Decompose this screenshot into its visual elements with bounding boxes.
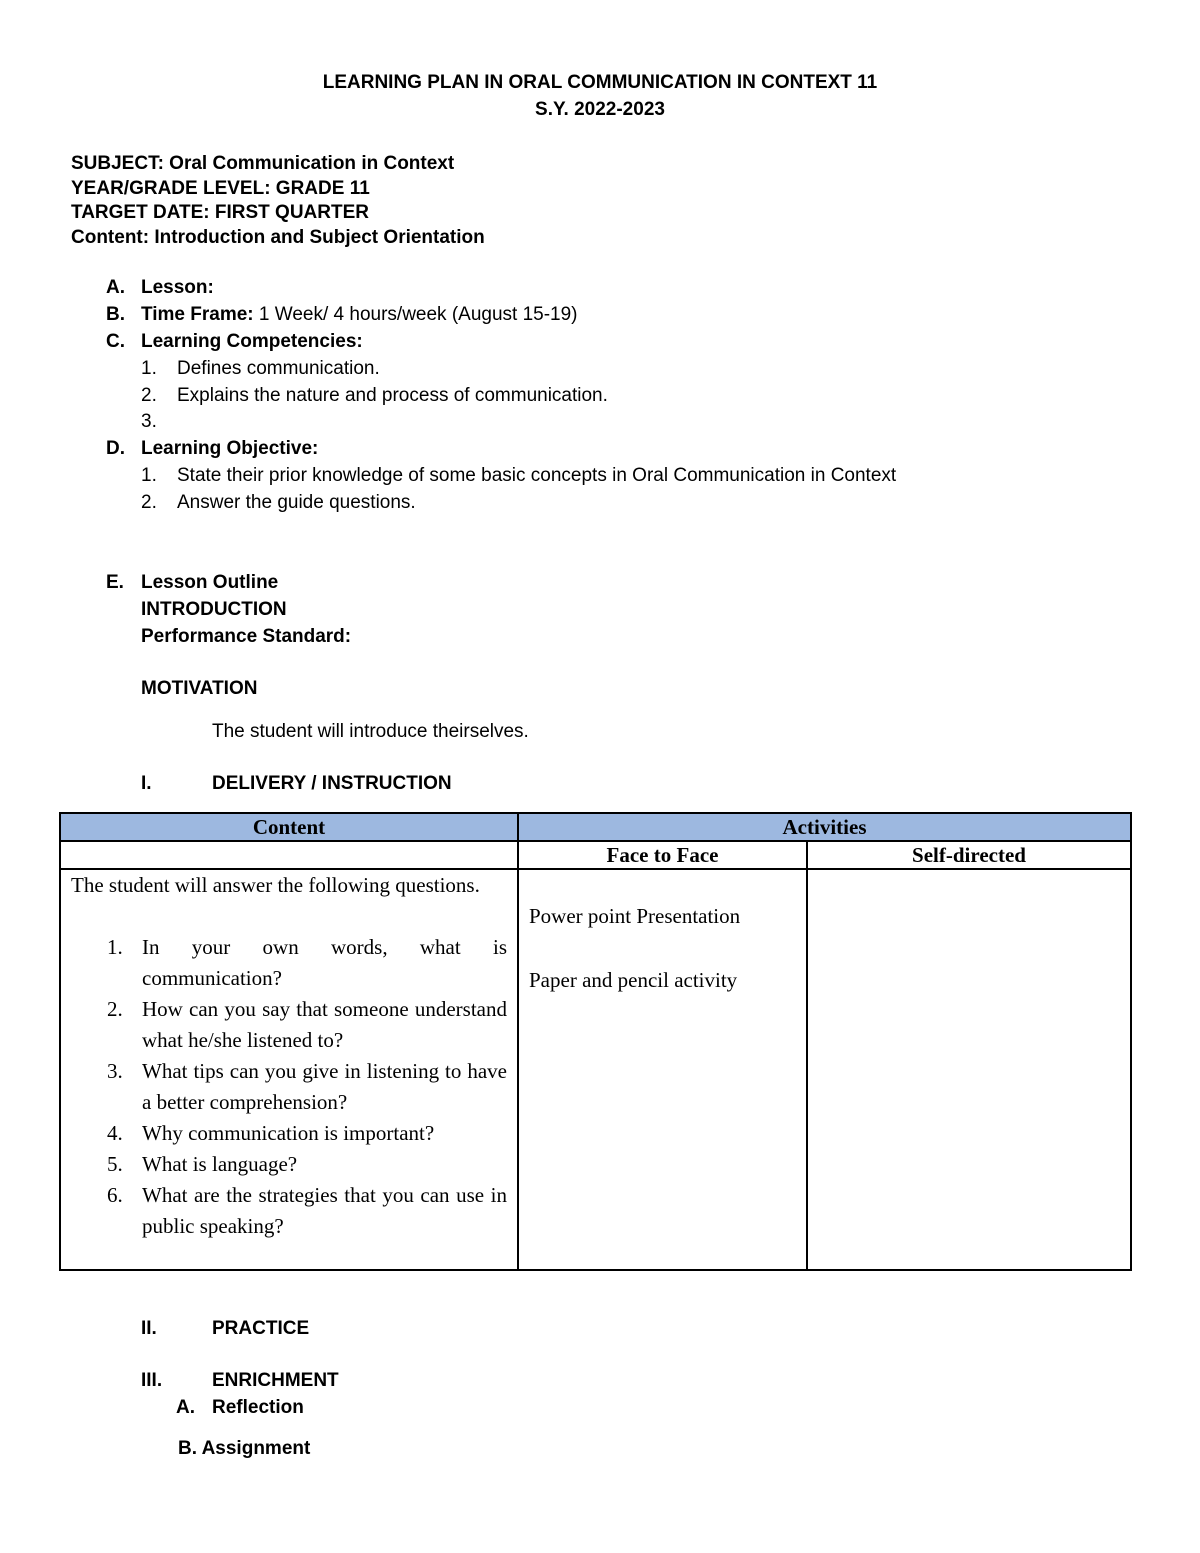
face-to-face-activity: Paper and pencil activity (529, 968, 738, 992)
objective-number: 2. (141, 492, 157, 513)
section-e-label: Lesson Outline (141, 572, 279, 593)
competency-text: Defines communication. (177, 358, 380, 379)
questions-list (71, 932, 507, 1242)
section-e-letter: E. (106, 572, 124, 593)
table-subheader-row (60, 841, 1131, 869)
part-iii-label: ENRICHMENT (212, 1370, 339, 1391)
question-text: How can you say that someone understand what he/she listened to? (142, 997, 507, 1052)
list-item (71, 1149, 507, 1180)
content-line: Content: Introduction and Subject Orientation (71, 227, 485, 248)
section-c-label: Learning Competencies: (141, 331, 363, 352)
performance-standard-heading: Performance Standard: (141, 626, 352, 647)
motivation-heading: MOTIVATION (141, 678, 258, 699)
section-b-letter: B. (106, 304, 125, 325)
assignment-label: B. Assignment (178, 1438, 311, 1459)
section-d-letter: D. (106, 438, 125, 459)
delivery-table (59, 812, 1132, 1271)
reflection-label: Reflection (212, 1397, 304, 1418)
header-face-to-face: Face to Face (518, 841, 807, 869)
list-item (71, 1180, 507, 1242)
header-empty-cell (60, 841, 518, 869)
table-row (60, 869, 1131, 1270)
subject-line: SUBJECT: Oral Communication in Context (71, 153, 455, 174)
question-number: 2. (107, 997, 123, 1021)
competency-text: Explains the nature and process of communication. (177, 385, 608, 406)
question-number: 3. (107, 1059, 123, 1083)
motivation-text: The student will introduce theirselves. (212, 721, 529, 742)
question-number: 1. (107, 935, 123, 959)
question-number: 4. (107, 1121, 123, 1145)
time-frame-line (141, 304, 578, 326)
list-item (71, 1118, 507, 1149)
introduction-heading: INTRODUCTION (141, 599, 287, 620)
question-text: What are the strategies that you can use in public speaking? (142, 1183, 507, 1238)
grade-level-line: YEAR/GRADE LEVEL: GRADE 11 (71, 178, 370, 199)
header-self-directed: Self-directed (807, 841, 1131, 869)
list-item (71, 1056, 507, 1118)
section-a-letter: A. (106, 277, 125, 298)
content-cell (60, 869, 518, 1270)
question-text: Why communication is important? (142, 1121, 435, 1145)
part-ii-number: II. (141, 1318, 157, 1339)
content-intro: The student will answer the following questions. (71, 873, 480, 897)
face-to-face-cell (518, 869, 807, 1270)
part-iii-number: III. (141, 1370, 163, 1391)
question-text: What tips can you give in listening to have a better comprehension? (142, 1059, 507, 1114)
question-text: In your own words, what is communication? (142, 935, 507, 990)
question-number: 6. (107, 1183, 123, 1207)
school-year: S.Y. 2022-2023 (535, 99, 665, 120)
list-item (71, 994, 507, 1056)
competency-number: 3. (141, 411, 157, 432)
section-c-letter: C. (106, 331, 125, 352)
target-date-line: TARGET DATE: FIRST QUARTER (71, 202, 369, 223)
competency-number: 2. (141, 385, 157, 406)
time-frame-value: 1 Week/ 4 hours/week (August 15-19) (253, 304, 578, 325)
header-activities: Activities (518, 813, 1131, 841)
list-item (71, 932, 507, 994)
reflection-letter: A. (176, 1397, 195, 1418)
question-number: 5. (107, 1152, 123, 1176)
objective-number: 1. (141, 465, 157, 486)
competency-number: 1. (141, 358, 157, 379)
part-ii-label: PRACTICE (212, 1318, 310, 1339)
table-header-row (60, 813, 1131, 841)
part-i-number: I. (141, 773, 152, 794)
document-title: LEARNING PLAN IN ORAL COMMUNICATION IN CONTEXT 11 (322, 72, 878, 93)
face-to-face-activity: Power point Presentation (529, 904, 741, 928)
part-i-label: DELIVERY / INSTRUCTION (212, 773, 452, 794)
objective-text: Answer the guide questions. (177, 492, 416, 513)
time-frame-label: Time Frame: (141, 304, 254, 325)
section-a-label: Lesson: (141, 277, 214, 298)
self-directed-cell (807, 869, 1131, 1270)
objective-text: State their prior knowledge of some basic concepts in Oral Communication in Context (177, 465, 897, 486)
header-content: Content (60, 813, 518, 841)
question-text: What is language? (142, 1152, 298, 1176)
section-d-label: Learning Objective: (141, 438, 319, 459)
